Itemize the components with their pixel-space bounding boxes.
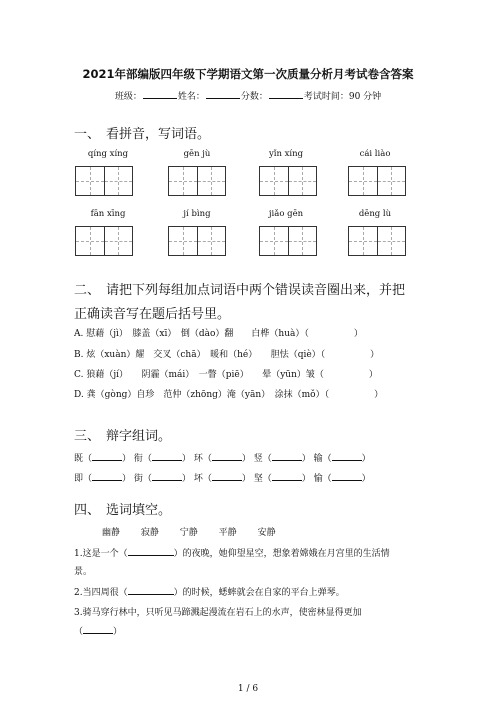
- time-label: 考试时间：90 分钟: [303, 92, 382, 102]
- word-bank-item: 寂静: [140, 528, 159, 538]
- writing-grid[interactable]: [259, 166, 317, 196]
- option-text: 慰藉（jì） 膝盖（xī） 倒（dào）翻 白桦（huà）（ ）: [86, 329, 363, 339]
- writing-grid[interactable]: [348, 166, 406, 196]
- question-3-line1: 3.骑马穿行林中，只听见马蹄溅起漫流在岩石上的水声，使密林显得更加: [74, 608, 362, 618]
- section1-title: 看拼音，写词语。: [106, 127, 211, 142]
- answer-blank[interactable]: [272, 471, 302, 481]
- option-label: B.: [74, 350, 84, 360]
- section4-heading: [74, 499, 171, 518]
- section2-heading: [74, 279, 405, 298]
- answer-blank[interactable]: [212, 451, 242, 461]
- option-text: 龚（gòng）自珍 范仲（zhōng）淹（yān） 涂抹（mǒ）（ ）: [86, 390, 384, 400]
- pinyin-7: jiǎo gēn: [268, 209, 304, 219]
- q3-paren-close: ）: [113, 627, 123, 637]
- word-bank-item: 幽静: [102, 528, 121, 538]
- answer-blank[interactable]: [152, 471, 182, 481]
- name-label: 姓名：: [177, 92, 205, 102]
- paren-close: ）: [301, 474, 311, 484]
- paren-close: ）: [181, 454, 191, 464]
- paren-close: ）: [122, 474, 132, 484]
- paren-close: ）: [301, 454, 311, 464]
- pinyin-1: qíng xíng: [87, 149, 129, 159]
- page-title: 2021年部编版四年级下学期语文第一次质量分析月考试卷含答案: [82, 67, 414, 81]
- q2-text-a: 2.当四周很（: [74, 588, 128, 598]
- paren-close: ）: [122, 454, 132, 464]
- option-a: [74, 326, 363, 339]
- char-prompt: 坏（: [193, 474, 212, 484]
- paren-close: ）: [361, 474, 371, 484]
- word-pair-row-1: [74, 451, 371, 464]
- answer-blank[interactable]: [92, 471, 122, 481]
- section3-title: 辩字组词。: [106, 429, 172, 444]
- writing-grid[interactable]: [75, 166, 133, 196]
- question-3-line2: [74, 624, 122, 637]
- score-blank[interactable]: [269, 89, 303, 99]
- q3-paren-open: （: [74, 627, 84, 637]
- paren-close: ）: [181, 474, 191, 484]
- section2-number: 二、: [74, 283, 101, 298]
- section2-title-line1: 请把下列每组加点词语中两个错误读音圈出来，并把: [106, 283, 406, 298]
- answer-blank[interactable]: [92, 451, 122, 461]
- pinyin-6: jí bìng: [183, 209, 211, 219]
- q1-text-b: ）的夜晚，她仰望星空，想象着嫦娥在月宫里的生活情: [173, 549, 390, 559]
- option-text: 炫（xuàn）耀 交叉（chā） 暖和（hé） 胆怯（qiè）（ ）: [86, 350, 380, 360]
- student-info-line: [0, 89, 496, 102]
- answer-blank[interactable]: [272, 451, 302, 461]
- section3-heading: [74, 425, 171, 444]
- class-blank[interactable]: [143, 89, 177, 99]
- name-blank[interactable]: [206, 89, 240, 99]
- paren-close: ）: [241, 454, 251, 464]
- answer-blank[interactable]: [83, 624, 113, 634]
- char-prompt: 坚（: [253, 474, 272, 484]
- page-number: 1 / 6: [237, 684, 259, 694]
- option-c: [74, 367, 378, 380]
- answer-blank[interactable]: [332, 451, 362, 461]
- answer-blank[interactable]: [128, 546, 174, 556]
- option-d: [74, 387, 383, 400]
- paren-close: ）: [361, 454, 371, 464]
- section4-title: 选词填空。: [106, 503, 172, 518]
- question-1-line1: [74, 546, 390, 559]
- section4-number: 四、: [74, 503, 101, 518]
- pinyin-8: dēng lù: [358, 209, 392, 219]
- char-prompt: 即（: [74, 474, 93, 484]
- word-bank-item: 安静: [257, 528, 276, 538]
- answer-blank[interactable]: [332, 471, 362, 481]
- writing-grid[interactable]: [168, 226, 226, 256]
- writing-grid[interactable]: [259, 226, 317, 256]
- answer-blank[interactable]: [128, 585, 174, 595]
- char-prompt: 愉（: [313, 474, 332, 484]
- section1-number: 一、: [74, 127, 101, 142]
- word-bank-item: 平静: [218, 528, 237, 538]
- q1-text-a: 1.这是一个（: [74, 549, 128, 559]
- word-pair-row-2: [74, 471, 371, 484]
- option-b: [74, 347, 379, 360]
- question-2: [74, 585, 345, 598]
- option-label: C.: [74, 370, 84, 380]
- pinyin-2: gēn jù: [183, 149, 211, 159]
- q2-text-b: ）的时候，蟋蟀就会在自家的平台上弹琴。: [173, 588, 345, 598]
- pinyin-3: yǐn xíng: [268, 149, 304, 159]
- char-prompt: 衔（: [133, 454, 152, 464]
- word-bank-item: 宁静: [179, 528, 198, 538]
- section3-number: 三、: [74, 429, 101, 444]
- char-prompt: 街（: [133, 474, 152, 484]
- writing-grid[interactable]: [168, 166, 226, 196]
- score-label: 分数：: [240, 92, 268, 102]
- char-prompt: 竖（: [253, 454, 272, 464]
- pinyin-5: fān xīng: [90, 209, 126, 219]
- question-1-line2: 景。: [74, 567, 93, 577]
- char-prompt: 环（: [193, 454, 212, 464]
- option-label: A.: [74, 329, 84, 339]
- section2-title-line2: 正确读音写在题后括号里。: [74, 307, 231, 322]
- writing-grid[interactable]: [348, 226, 406, 256]
- section1-heading: [74, 123, 210, 142]
- option-text: 狼藉（jí） 阴霾（mái） 一瞥（piē） 晕（yūn）皱（ ）: [86, 370, 378, 380]
- paren-close: ）: [241, 474, 251, 484]
- class-label: 班级：: [114, 92, 142, 102]
- pinyin-4: cái liào: [359, 149, 391, 159]
- answer-blank[interactable]: [152, 451, 182, 461]
- char-prompt: 输（: [313, 454, 332, 464]
- option-label: D.: [74, 390, 84, 400]
- answer-blank[interactable]: [212, 471, 242, 481]
- writing-grid[interactable]: [75, 226, 133, 256]
- word-bank: [102, 525, 294, 538]
- char-prompt: 既（: [74, 454, 93, 464]
